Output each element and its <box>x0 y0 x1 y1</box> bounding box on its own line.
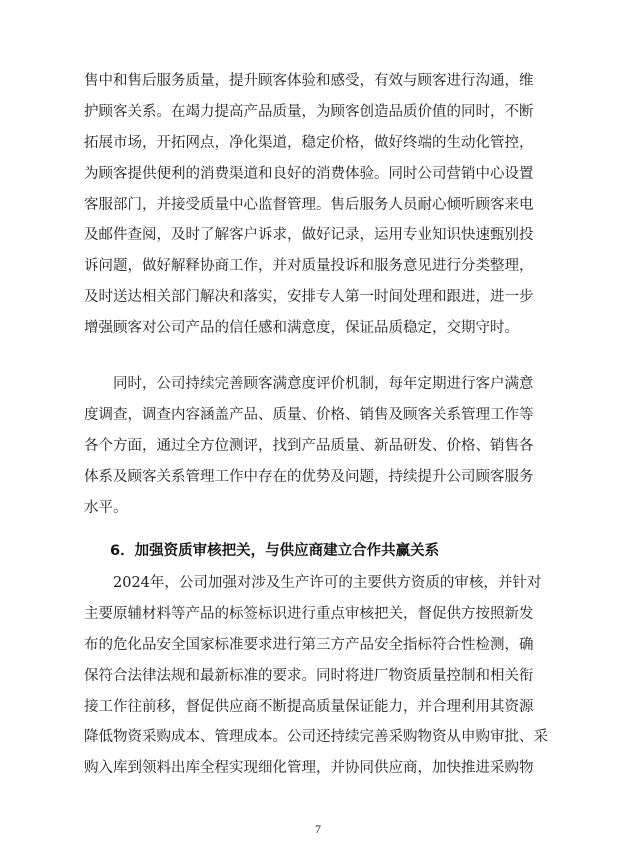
text-line: 售中和售后服务质量，提升顾客体验和感受，有效与顾客进行沟通，维 <box>84 73 534 89</box>
text-line: 购入库到领料出库全程实现细化管理，并协同供应商，加快推进采购物 <box>84 760 534 777</box>
text-line: 客服部门，并接受质量中心监督管理。售后服务人员耐心倾听顾客来电 <box>84 196 534 213</box>
paragraph-supplier-qualification <box>84 568 550 784</box>
section-heading: 6．加强资质审核把关，与供应商建立合作共赢关系 <box>110 543 440 559</box>
text-line: 各个方面，通过全方位测评，找到产品质量、新品研发、价格、销售各 <box>84 437 534 454</box>
text-line: 接工作往前移，督促供应商不断提高质量保证能力，并合理利用其资源 <box>84 698 534 715</box>
text-line: 保符合法律法规和最新标准的要求。同时将进厂物资质量控制和相关衔 <box>84 667 534 684</box>
text-line: 降低物资采购成本、管理成本。公司还持续完善采购物资从申购审批、采 <box>84 729 548 746</box>
text-line: 为顾客提供便利的消费渠道和良好的消费体验。同时公司营销中心设置 <box>84 165 534 182</box>
text-line: 及邮件查阅，及时了解客户诉求，做好记录，运用专业知识快速甄别投 <box>84 227 534 244</box>
page-number: 7 <box>315 822 321 836</box>
text-line: 2024年，公司加强对涉及生产许可的主要供方资质的审核，并针对 <box>84 575 542 591</box>
text-line: 诉问题，做好解释协商工作，并对质量投诉和服务意见进行分类整理， <box>84 258 534 275</box>
text-line: 及时送达相关部门解决和落实，安排专人第一时间处理和跟进，进一步 <box>84 289 534 306</box>
text-line: 同时，公司持续完善顾客满意度评价机制，每年定期进行客户满意 <box>84 376 534 392</box>
text-line: 布的危化品安全国家标准要求进行第三方产品安全指标符合性检测，确 <box>84 636 534 653</box>
text-line: 护顾客关系。在竭力提高产品质量，为顾客创造品质价值的同时，不断 <box>84 103 534 120</box>
paragraph-customer-service <box>84 66 550 344</box>
text-line: 增强顾客对公司产品的信任感和满意度，保证品质稳定，交期守时。 <box>84 320 519 337</box>
paragraph-satisfaction-survey <box>84 369 550 523</box>
text-line: 水平。 <box>84 499 128 516</box>
text-line: 主要原辅材料等产品的标签标识进行重点审核把关，督促供方按照新发 <box>84 605 534 622</box>
text-line: 度调查，调查内容涵盖产品、质量、价格、销售及顾客关系管理工作等 <box>84 406 534 423</box>
text-line: 体系及顾客关系管理工作中存在的优势及问题，持续提升公司顾客服务 <box>84 468 534 485</box>
text-line: 拓展市场，开拓网点，净化渠道，稳定价格，做好终端的生动化管控， <box>84 134 534 151</box>
